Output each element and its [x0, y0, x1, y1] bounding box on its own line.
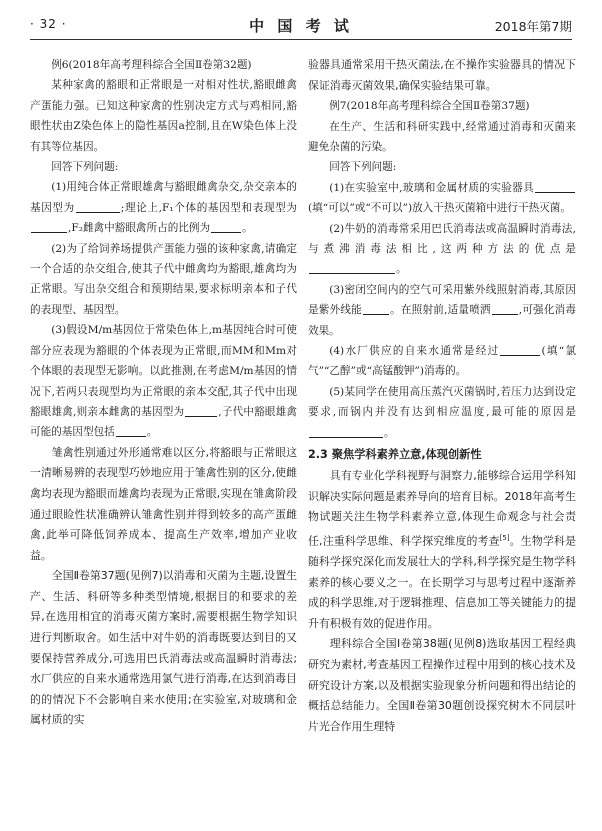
- section-number: 2.3: [308, 448, 328, 462]
- example-6-intro: 某种家禽的豁眼和正常眼是一对相对性状,豁眼雌禽产蛋能力强。已知这种家禽的性别决定方式与鸡相同,豁眼性状由Z染色体上的隐性基因a控制,且在W染色体上没有其等位基因。: [30, 79, 297, 153]
- example-6-question-2: (2)为了给饲养场提供产蛋能力强的该种家禽,请确定一个合适的杂交组合,使其子代中雌禽均为豁眼,雄禽均为正常眼。写出杂交组合和预期结果,要求标明亲本和子代的表现型、基因型。: [30, 242, 297, 316]
- example-6-question-1: (1)用纯合体正常眼雄禽与豁眼雌禽杂交,杂交亲本的基因型为 ;理论上,F₁个体的基因型和表现型为,F₂雌禽中豁眼禽所占的比例为 。: [30, 181, 297, 235]
- page-header: [30, 15, 572, 37]
- paragraph-example-7-intro: 全国Ⅱ卷第37题(见例7)以消毒和灭菌为主题,设置生产、生活、科研等多种类型情境,根据目的和要求的差异,在选用相宜的消毒灭菌方案时,需要根据生物学知识进行判断取舍。如生活中对牛奶的消毒既要达到目的又要保持营养成分,可选用巴氏消毒法或高温瞬时消毒法;水厂供应的自来水通常选用氯气进行消毒,在达到消毒目的的情况下不会影响自来水使用;在实验室,对玻璃和金属材质的实: [30, 569, 297, 727]
- answer-blank: [31, 220, 67, 233]
- answer-blank: [363, 302, 389, 315]
- paragraph-continued: 验器具通常采用干热灭菌法,在不操作实验器具的情况下保证消毒灭菌效果,确保实验结果可靠。: [308, 58, 576, 92]
- example-7-question-4: (4)水厂供应的自来水通常是经过 (填“氯气”“乙醇”或“高锰酸钾”)消毒的。: [308, 345, 576, 378]
- right-column: [308, 55, 576, 737]
- section-heading: [308, 444, 576, 466]
- example-7-title: 例7(2018年高考理科综合全国Ⅱ卷第37题): [329, 100, 530, 113]
- answer-blank: [309, 425, 383, 438]
- answer-blank: [500, 343, 540, 356]
- answer-blank: [116, 424, 146, 437]
- example-6-title: 例6(2018年高考理科综合全国Ⅱ卷第32题): [51, 59, 252, 71]
- paragraph-example-8-intro: 理科综合全国Ⅰ卷第38题(见例8)选取基因工程经典研究为素材,考查基因工程操作过程中用到的核心技术及研究设计方案,以及根据实验现象分析问题和得出结论的概括总结能力。全国Ⅱ卷第30题创设探究树木不同层叶片光合作用生理特: [308, 637, 576, 733]
- example-7-intro: 在生产、生活和科研实践中,经常通过消毒和灭菌来避免杂菌的污染。: [308, 120, 576, 153]
- citation-ref: [5]: [499, 533, 510, 542]
- section-title: 聚焦学科素养立意,体现创新性: [331, 448, 482, 462]
- paragraph-sex-identification: 雏禽性别通过外形通常难以区分,将豁眼与正常眼这一清晰易辨的表现型巧妙地应用于雏禽性别的区分,使雌禽均表现为豁眼而雄禽均表现为正常眼,实现在雏禽阶段通过眼睑性状准确辨认雏禽性别并得到较多的高产蛋雌禽,此举可降低饲养成本、提高生产效率,增加产业收益。: [30, 445, 297, 562]
- example-7-question-2: (2)牛奶的消毒常采用巴氏消毒法或高温瞬时消毒法,与煮沸消毒法相比,这两种方法的优点是。: [308, 222, 576, 276]
- left-column: [30, 55, 297, 731]
- issue-label: 2018年第7期: [494, 19, 572, 34]
- example-7-prompt: 回答下列问题:: [329, 161, 397, 174]
- example-6-question-3: (3)假设M/m基因位于常染色体上,m基因纯合时可使部分应表现为豁眼的个体表现为正常眼,而MM和Mm对个体眼的表现型无影响。以此推测,在考虑M/m基因的情况下,若两只表现型均为正常眼的亲本交配,其子代中出现豁眼雄禽,则亲本雌禽的基因型为 ,子代中豁眼雄禽可能的基因型包括 。: [30, 324, 297, 439]
- answer-blank: [535, 180, 575, 193]
- answer-blank: [76, 200, 120, 213]
- answer-blank: [309, 261, 395, 274]
- page-number: · 32 ·: [30, 17, 67, 31]
- journal-title: 中 国 考 试: [249, 17, 353, 35]
- paragraph-literacy: 具有专业化学科视野与洞察力,能够综合运用学科知识解决实际问题是素养导向的培育目标。2018年高考生物试题关注生物学科素养立意,体现生命观念与社会责任,注重科学思维、科学探究维度的考查[5]。生物学科是随科学探究深化而发展壮大的学科,科学探究是生物学科素养的核心要义之一。在长期学习与思考过程中逐渐养成的科学思维,对于逻辑推理、信息加工等关键能力的提升有积极有效的促进作用。: [308, 469, 576, 630]
- example-7-question-5: (5)某同学在使用高压蒸汽灭菌锅时,若压力达到设定要求,而锅内并没有达到相应温度,最可能的原因是。: [308, 385, 576, 439]
- example-7-question-1: (1)在实验室中,玻璃和金属材质的实验器具(填“可以”或“不可以”)放入干热灭菌箱中进行干热灭菌。: [308, 178, 576, 219]
- answer-blank: [492, 302, 518, 315]
- answer-blank: [185, 404, 217, 417]
- answer-blank: [211, 220, 241, 233]
- header-rule: [30, 39, 572, 40]
- example-7-question-3: (3)密闭空间内的空气可采用紫外线照射消毒,其原因是紫外线能 。在照射前,适量喷洒 ,可强化消毒效果。: [308, 283, 576, 337]
- example-6-prompt: 回答下列问题:: [51, 161, 119, 174]
